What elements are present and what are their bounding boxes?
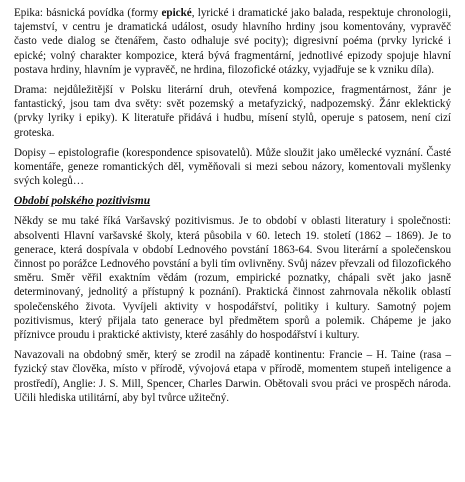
epika-text-start: Epika: básnická povídka (formy [14, 7, 162, 19]
section-heading: Období polského pozitivismu [14, 195, 151, 208]
paragraph-navazovali: Navazovali na obdobný směr, který se zrodil na západě kontinentu: Francie – H. Taine (rasa – fyzický stav člověka, místo v přírodě, vývojová etapa v přírodě, momentem stupeň inteligence a prostředí), Anglie: J. S. Mill, Spencer, Charles Darwin. Obětovali svou práci ve prospěch národa. Učili hlediska utilitární, aby byl tvůrce užitečný. [14, 349, 451, 404]
paragraph-pozitivismus: Někdy se mu také říká Varšavský pozitivismus. Je to období v oblasti literatury i společnosti: absolventi Hlavní varšavské školy, která působila v 60. letech 19. století (1862 – 1869). Je to generace, která dospívala v období Lednového povstání 1863-64. Svou literární a společenskou činnost po porážce Lednového povstání a byli tím ovlivněny. Svůj název převzali od filozofického směru. Směr věřil exaktním vědám (rozum, empirické poznatky, chápali svět jako jasně determinovaný, jednolitý a přístupný k poznání). Praktická činnost zahrnovala několik oblastí společenského života. Vyvíjeli aktivity v hospodářství, politiky i kultury. Samotný pojem pozitivismus, který přijala tato generace byl předmětem sporů a polemik. Chápeme je jako příznivce proudu i praktické aktivisty, které zasáhly do hospodářství i kultury. [14, 215, 451, 342]
paragraph-epika [14, 6, 451, 77]
paragraph-drama: Drama: nejdůležitější v Polsku literární druh, otevřená kompozice, fragmentárnost, žánr je fantastický, jsou tam dva světy: svět pozemský a metafyzický, nadpozemský. Žánr eklektický (prvky lyriky i epiky). K literatuře přidává i hudbu, mísení stylů, operuje s patosem, není cizí groteska. [14, 84, 451, 139]
epika-bold-term: epické [161, 7, 192, 19]
epika-text-rest: , lyrické i dramatické jako balada, respektuje chronologii, tajemství, v centru je dramatická událost, osudy hlavního hrdiny jsou komentovány, vypravěč často vede dialog se čtenářem, často odhaluje své pocity); digresivní poéma (prvky lyrické i epické; volný charakter kompozice, která bývá fragmentární, jednotlivé epizody spojuje hlavní postava hrdiny, hlavním je vypravěč, ne hrdina, filozofické otázky, vyjadřuje se k vzniku díla). [14, 7, 451, 76]
paragraph-dopisy: Dopisy – epistolografie (korespondence spisovatelů). Může sloužit jako umělecké vyznání. Časté komentáře, geneze romantických děl, vyměňovali si mezi sebou názory, komentovali myšlenky svých kolegů… [14, 146, 451, 188]
